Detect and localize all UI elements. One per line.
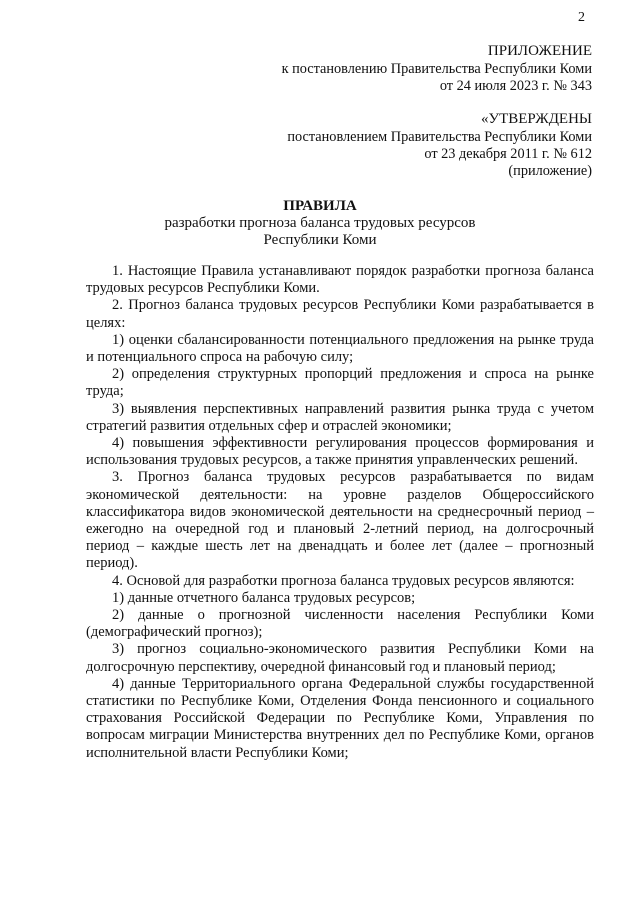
document-body bbox=[86, 263, 594, 762]
paragraph: 2) определения структурных пропорций предложения и спроса на рынке труда; bbox=[86, 366, 594, 400]
paragraph: 4) повышения эффективности регулирования процессов формирования и использования трудовых ресурсов, а также принятия управленческих решений. bbox=[86, 435, 594, 469]
paragraph: 1) оценки сбалансированности потенциального предложения на рынке труда и потенциального спроса на рабочую силу; bbox=[86, 331, 594, 366]
attachment-line-2: от 24 июля 2023 г. № 343 bbox=[439, 78, 592, 94]
paragraph: 4. Основой для разработки прогноза баланса трудовых ресурсов являются: bbox=[112, 572, 575, 589]
attachment-line-1: к постановлению Правительства Республики Коми bbox=[281, 61, 592, 77]
paragraph: 2) данные о прогнозной численности населения Республики Коми (демографический прогноз); bbox=[86, 607, 594, 641]
approval-line-1: постановлением Правительства Республики Коми bbox=[287, 129, 592, 145]
paragraph: 3) выявления перспективных направлений развития рынка труда с учетом стратегий развития отдельных сфер и отраслей экономики; bbox=[86, 400, 594, 434]
paragraph: 4) данные Территориального органа Федеральной службы государственной статистики по Республике Коми, Отделения Фонда пенсионного и социального страхования Российской Федерации по Республике Коми, Управления по вопросам миграции Министерства внутренних дел по Республике Коми, органов исполнительной власти Республики Коми; bbox=[86, 675, 594, 761]
attachment-heading: ПРИЛОЖЕНИЕ bbox=[487, 43, 592, 59]
paragraph: 1. Настоящие Правила устанавливают порядок разработки прогноза баланса трудовых ресурсов Республики Коми. bbox=[86, 263, 594, 297]
approval-line-2: от 23 декабря 2011 г. № 612 bbox=[424, 146, 592, 162]
approval-heading: «УТВЕРЖДЕНЫ bbox=[480, 111, 592, 127]
paragraph: 3. Прогноз баланса трудовых ресурсов разрабатывается по видам экономической деятельности: на уровне разделов Общероссийского классификатора видов экономической деятельности на среднесрочный период – ежегодно на очередной год и плановый 2-летний период, на долгосрочный период – каждые шесть лет на двенадцать и более лет (далее – прогнозный период). bbox=[86, 469, 594, 572]
paragraph: 1) данные отчетного баланса трудовых ресурсов; bbox=[112, 589, 416, 606]
approval-line-3: (приложение) bbox=[508, 163, 592, 179]
document-title: ПРАВИЛА bbox=[283, 198, 357, 214]
paragraph: 3) прогноз социально-экономического развития Республики Коми на долгосрочную перспективу, очередной финансовый год и плановый период; bbox=[86, 641, 594, 675]
page-number: 2 bbox=[578, 10, 585, 25]
document-subtitle-1: разработки прогноза баланса трудовых ресурсов bbox=[164, 215, 476, 231]
document-subtitle-2: Республики Коми bbox=[263, 232, 377, 248]
paragraph: 2. Прогноз баланса трудовых ресурсов Республики Коми разрабатывается в целях: bbox=[86, 297, 594, 331]
